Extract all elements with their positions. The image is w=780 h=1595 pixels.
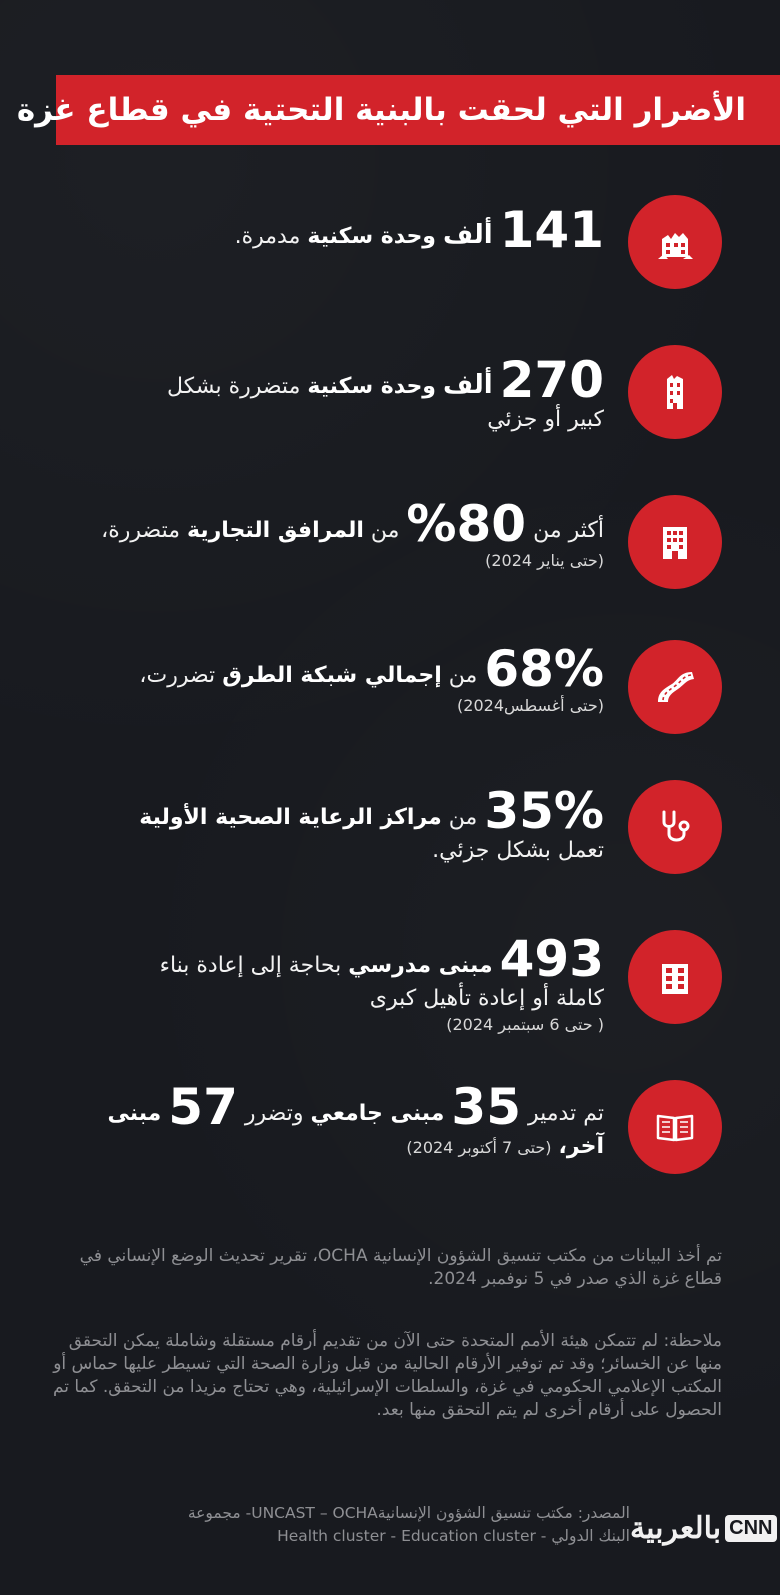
stat-date-note: ( حتى 6 سبتمبر 2024) (446, 1015, 604, 1035)
open-book-icon (628, 1080, 722, 1174)
stat-number: 35% (484, 782, 604, 840)
data-source-note: تم أخذ البيانات من مكتب تنسيق الشؤون الإنسانية OCHA، تقرير تحديث الوضع الإنساني في قطاع غزة الذي صدر في 5 نوفمبر 2024. (79, 1246, 722, 1290)
stat-health-centers (62, 780, 722, 900)
stat-number: 35 (451, 1078, 521, 1136)
disclaimer-note: ملاحظة: لم تتمكن هيئة الأمم المتحدة حتى الآن من تقديم أرقام مستقلة وشاملة يمكن التحقق منها عن الخسائر؛ وقد تم توفير الأرقام الحالية من قبل وزارة الصحة التي تسيطر عليها حماس أو المكتب الإعلامي الحكومي في غزة، والسلطات الإسرائيلية، وهي تحتاج مزيدا من التحقق. كما تم الحصول على أرقام أخرى لم يتم التحقق منها بعد. (52, 1331, 722, 1421)
destroyed-building-icon (628, 195, 722, 289)
stat-text: أكثر من 80% من المرافق التجارية متضررة، (حتى يناير 2024) (62, 499, 604, 573)
stat-text: 68% من إجمالي شبكة الطرق تضررت، (حتى أغسطس2024) (62, 644, 604, 718)
stat-schools (62, 930, 722, 1050)
stat-number: 493 (499, 930, 604, 988)
stat-date-note: (حتى 7 أكتوبر 2024) (406, 1138, 552, 1157)
office-building-icon (628, 495, 722, 589)
stethoscope-icon (628, 780, 722, 874)
stat-damaged-housing (62, 345, 722, 465)
stat-text: 35% من مراكز الرعاية الصحية الأولية تعمل بشكل جزئي. (139, 782, 604, 863)
page-title: الأضرار التي لحقت بالبنية التحتية في قطاع غزة (16, 92, 746, 128)
road-icon (628, 640, 722, 734)
logo-arabic-text: بالعربية (630, 1510, 722, 1546)
stat-universities (62, 1080, 722, 1200)
stat-text: 493 مبنى مدرسي بحاجة إلى إعادة بناء كاملة أو إعادة تأهيل كبرى ( حتى 6 سبتمبر 2024) (62, 934, 604, 1037)
stat-number: 141 (499, 201, 604, 259)
source-credit: المصدر: مكتب تنسيق الشؤون الإنسانيةUNCAST – OCHA- مجموعة البنك الدولي - Health cluster - Education cluster (187, 1504, 630, 1546)
stat-destroyed-housing (62, 195, 722, 315)
stat-number: 68% (484, 640, 604, 698)
stat-road-network (62, 640, 722, 760)
stat-commercial-facilities (62, 495, 722, 615)
stat-number: 270 (499, 351, 604, 409)
stat-number-2: 57 (168, 1078, 238, 1136)
logo-cnn-text: CNN (725, 1515, 776, 1542)
stat-text: 141 ألف وحدة سكنية مدمرة. (234, 201, 604, 259)
stat-text: 270 ألف وحدة سكنية متضررة بشكل كبير أو جزئي (167, 351, 604, 432)
stat-date-note: (حتى أغسطس2024) (457, 696, 604, 715)
school-building-icon (628, 930, 722, 1024)
title-banner (16, 75, 780, 145)
stat-number: 80% (406, 495, 527, 553)
cnn-arabic-logo (630, 1500, 773, 1556)
stat-date-note: (حتى يناير 2024) (485, 551, 604, 570)
stat-text: تم تدمير 35 مبنى جامعي وتضرر 57 مبنى آخر، (حتى 7 أكتوبر 2024) (107, 1078, 604, 1159)
damaged-tower-icon (628, 345, 722, 439)
